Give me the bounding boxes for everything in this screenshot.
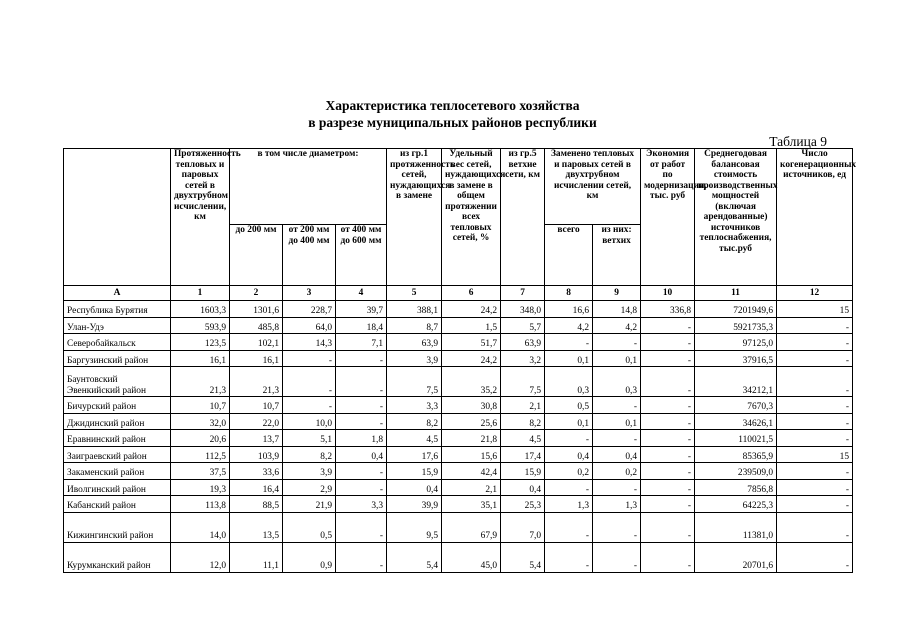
header-blank — [64, 149, 171, 286]
table-cell: 113,8 — [171, 496, 230, 513]
table-cell: - — [641, 350, 695, 367]
table-cell: - — [545, 479, 593, 496]
table-cell: 21,9 — [283, 496, 336, 513]
table-cell: 16,1 — [230, 350, 283, 367]
table-cell: 15,9 — [501, 463, 545, 480]
table-cell: 37,5 — [171, 463, 230, 480]
table-cell: 0,4 — [593, 446, 641, 463]
table-cell: 12,0 — [171, 542, 230, 572]
table-cell: 0,1 — [545, 413, 593, 430]
table-cell: 0,2 — [593, 463, 641, 480]
table-cell: 33,6 — [230, 463, 283, 480]
table-cell: 7670,3 — [695, 397, 777, 414]
table-cell: 3,2 — [501, 350, 545, 367]
table-cell: 21,3 — [171, 367, 230, 397]
table-cell: - — [593, 334, 641, 351]
table-cell: 102,1 — [230, 334, 283, 351]
table-cell: - — [336, 413, 387, 430]
table-cell: 30,8 — [442, 397, 501, 414]
table-cell: - — [545, 542, 593, 572]
title-line-1: Характеристика теплосетевого хозяйства — [325, 98, 580, 113]
table-cell: 2,1 — [501, 397, 545, 414]
title-line-2: в разрезе муниципальных районов республики — [308, 115, 597, 130]
header-need-replace: из гр.1 протяженность сетей, нуждающихся в замене — [387, 149, 442, 286]
table-cell: 5,4 — [387, 542, 442, 572]
table-cell: 7,5 — [501, 367, 545, 397]
table-cell: 593,9 — [171, 317, 230, 334]
table-cell: 25,6 — [442, 413, 501, 430]
header-length: Протяженность тепловых и паровых сетей в двухтрубном исчислении, км — [171, 149, 230, 286]
table-cell: - — [593, 512, 641, 542]
table-cell: 0,5 — [283, 512, 336, 542]
table-cell: 123,5 — [171, 334, 230, 351]
table-number: Таблица 9 — [769, 134, 827, 149]
table-cell: 5921735,3 — [695, 317, 777, 334]
table-cell: - — [777, 334, 853, 351]
table-cell: - — [593, 542, 641, 572]
col-number: 8 — [545, 286, 593, 301]
col-number: 11 — [695, 286, 777, 301]
col-number: 3 — [283, 286, 336, 301]
table-cell: - — [283, 350, 336, 367]
table-cell: 3,9 — [387, 350, 442, 367]
table-row — [64, 542, 853, 572]
table-cell: 4,5 — [501, 430, 545, 447]
table-body — [64, 301, 853, 573]
table-cell: 64225,3 — [695, 496, 777, 513]
table-cell: - — [336, 350, 387, 367]
table-cell: 13,7 — [230, 430, 283, 447]
table-cell: 0,4 — [387, 479, 442, 496]
table-cell: 0,2 — [545, 463, 593, 480]
header-diam-group: в том числе диаметром: — [230, 149, 387, 225]
table-cell: 51,7 — [442, 334, 501, 351]
table-cell: 20701,6 — [695, 542, 777, 572]
table-cell: 0,1 — [545, 350, 593, 367]
table-cell: - — [593, 397, 641, 414]
row-name: Баргузинский район — [64, 350, 171, 367]
table-cell: 14,3 — [283, 334, 336, 351]
table-cell: 9,5 — [387, 512, 442, 542]
table-cell: - — [336, 512, 387, 542]
header-row-1 — [64, 149, 853, 225]
col-number: 12 — [777, 286, 853, 301]
header-d3: от 400 мм до 600 мм — [336, 225, 387, 286]
table-cell: 64,0 — [283, 317, 336, 334]
table-cell: - — [593, 430, 641, 447]
table-cell: - — [777, 463, 853, 480]
table-row — [64, 301, 853, 318]
table-cell: 239509,0 — [695, 463, 777, 480]
table-cell: - — [283, 397, 336, 414]
table-cell: 13,5 — [230, 512, 283, 542]
table-cell: - — [777, 512, 853, 542]
header-economy: Экономия от работ по модернизации, тыс. руб — [641, 149, 695, 286]
table-cell: 17,6 — [387, 446, 442, 463]
table-cell: 5,1 — [283, 430, 336, 447]
table-cell: 37916,5 — [695, 350, 777, 367]
table-cell: 34626,1 — [695, 413, 777, 430]
column-number-row — [64, 286, 853, 301]
table-cell: 97125,0 — [695, 334, 777, 351]
table-cell: 336,8 — [641, 301, 695, 318]
table-cell: - — [545, 334, 593, 351]
table-row — [64, 397, 853, 414]
table-cell: 103,9 — [230, 446, 283, 463]
table-cell: 16,1 — [171, 350, 230, 367]
table-cell: - — [641, 397, 695, 414]
table-cell: 1603,3 — [171, 301, 230, 318]
table-cell: 35,1 — [442, 496, 501, 513]
table-cell: 45,0 — [442, 542, 501, 572]
header-cogen: Число когенерационных источников, ед — [777, 149, 853, 286]
table-cell: - — [641, 430, 695, 447]
table-cell: 228,7 — [283, 301, 336, 318]
table-cell: 11,1 — [230, 542, 283, 572]
table-cell: 67,9 — [442, 512, 501, 542]
table-cell: - — [336, 542, 387, 572]
table-cell: 17,4 — [501, 446, 545, 463]
table-cell: 19,3 — [171, 479, 230, 496]
table-cell: 15,9 — [387, 463, 442, 480]
table-cell: 15 — [777, 301, 853, 318]
table-cell: 22,0 — [230, 413, 283, 430]
table-cell: 24,2 — [442, 350, 501, 367]
table-cell: - — [777, 430, 853, 447]
table-cell: - — [641, 367, 695, 397]
table-cell: 1,5 — [442, 317, 501, 334]
row-name: Республика Бурятия — [64, 301, 171, 318]
table-cell: 3,3 — [387, 397, 442, 414]
table-cell: 0,5 — [545, 397, 593, 414]
col-number: 7 — [501, 286, 545, 301]
col-number: А — [64, 286, 171, 301]
table-cell: - — [336, 397, 387, 414]
table-cell: 1,3 — [545, 496, 593, 513]
table-cell: 63,9 — [501, 334, 545, 351]
table-cell: 4,2 — [545, 317, 593, 334]
row-name: Курумканский район — [64, 542, 171, 572]
table-cell: 39,7 — [336, 301, 387, 318]
table-cell: - — [336, 463, 387, 480]
table-cell: 10,0 — [283, 413, 336, 430]
table-cell: 0,3 — [593, 367, 641, 397]
table-cell: 35,2 — [442, 367, 501, 397]
row-name: Улан-Удэ — [64, 317, 171, 334]
table-cell: 8,2 — [387, 413, 442, 430]
header-share: Удельный вес сетей, нуждающихся в замене в общем протяжении всех тепловых сетей, % — [442, 149, 501, 286]
table-row — [64, 334, 853, 351]
table-cell: - — [336, 479, 387, 496]
table-cell: 8,2 — [501, 413, 545, 430]
table-cell: - — [641, 317, 695, 334]
header-replaced-total: всего — [545, 225, 593, 286]
table-cell: 16,6 — [545, 301, 593, 318]
row-name: Джидинский район — [64, 413, 171, 430]
table-cell: 18,4 — [336, 317, 387, 334]
table-cell: - — [641, 446, 695, 463]
table-cell: 110021,5 — [695, 430, 777, 447]
table-cell: 11381,0 — [695, 512, 777, 542]
header-d1: до 200 мм — [230, 225, 283, 286]
table-cell: 8,7 — [387, 317, 442, 334]
table-cell: 7,1 — [336, 334, 387, 351]
table-cell: 3,3 — [336, 496, 387, 513]
table-cell: - — [545, 430, 593, 447]
header-cost: Среднегодовая балансовая стоимость производственных мощностей (включая арендованные) источников теплоснабжения, тыс.руб — [695, 149, 777, 286]
row-name: Еравнинский район — [64, 430, 171, 447]
table-cell: - — [336, 367, 387, 397]
table-cell: 14,0 — [171, 512, 230, 542]
table-cell: 0,4 — [545, 446, 593, 463]
table-cell: - — [777, 479, 853, 496]
table-cell: 2,9 — [283, 479, 336, 496]
table-cell: 388,1 — [387, 301, 442, 318]
table-cell: - — [641, 542, 695, 572]
row-name: Заиграевский район — [64, 446, 171, 463]
col-number: 9 — [593, 286, 641, 301]
table-row — [64, 446, 853, 463]
header-replaced-group: Заменено тепловых и паровых сетей в двухтрубном исчислении сетей, км — [545, 149, 641, 225]
table-cell: 7,5 — [387, 367, 442, 397]
table-cell: 0,1 — [593, 350, 641, 367]
table-cell: 5,7 — [501, 317, 545, 334]
table-cell: 63,9 — [387, 334, 442, 351]
col-number: 6 — [442, 286, 501, 301]
table-cell: 15,6 — [442, 446, 501, 463]
table-cell: 20,6 — [171, 430, 230, 447]
table-cell: 39,9 — [387, 496, 442, 513]
table-cell: - — [641, 413, 695, 430]
table-cell: 32,0 — [171, 413, 230, 430]
table-cell: - — [777, 413, 853, 430]
table-cell: - — [641, 463, 695, 480]
table-cell: - — [545, 512, 593, 542]
table-cell: 112,5 — [171, 446, 230, 463]
table-cell: 0,4 — [336, 446, 387, 463]
table-row — [64, 317, 853, 334]
col-number: 2 — [230, 286, 283, 301]
col-number: 4 — [336, 286, 387, 301]
table-cell: 34212,1 — [695, 367, 777, 397]
table-cell: 1,3 — [593, 496, 641, 513]
table-cell: - — [777, 367, 853, 397]
data-table — [63, 148, 857, 573]
table-cell: 7856,8 — [695, 479, 777, 496]
table-row — [64, 367, 853, 397]
table-cell: - — [777, 496, 853, 513]
table-cell: 25,3 — [501, 496, 545, 513]
table-cell: 4,5 — [387, 430, 442, 447]
table-row — [64, 413, 853, 430]
table-cell: - — [641, 512, 695, 542]
document-title — [0, 97, 905, 131]
table-cell: 10,7 — [230, 397, 283, 414]
table-cell: - — [593, 479, 641, 496]
row-name: Кижингинский район — [64, 512, 171, 542]
table-cell: 0,3 — [545, 367, 593, 397]
table-cell: 7,0 — [501, 512, 545, 542]
table-cell: - — [641, 479, 695, 496]
row-name: Северобайкальск — [64, 334, 171, 351]
table-cell: 3,9 — [283, 463, 336, 480]
col-number: 10 — [641, 286, 695, 301]
header-replaced-old: из них: ветхих — [593, 225, 641, 286]
header-d2: от 200 мм до 400 мм — [283, 225, 336, 286]
table-row — [64, 463, 853, 480]
table-cell: - — [641, 334, 695, 351]
table-row — [64, 479, 853, 496]
table-row — [64, 512, 853, 542]
table-cell: 16,4 — [230, 479, 283, 496]
table-row — [64, 350, 853, 367]
table-cell: - — [641, 496, 695, 513]
table-row — [64, 430, 853, 447]
table-cell: 8,2 — [283, 446, 336, 463]
table-cell: 42,4 — [442, 463, 501, 480]
table-cell: 0,1 — [593, 413, 641, 430]
table-cell: 15 — [777, 446, 853, 463]
row-name: Бичурский район — [64, 397, 171, 414]
table-cell: 4,2 — [593, 317, 641, 334]
table-cell: 7201949,6 — [695, 301, 777, 318]
table-cell: - — [777, 542, 853, 572]
table-cell: 14,8 — [593, 301, 641, 318]
table-cell: 2,1 — [442, 479, 501, 496]
table-cell: 21,8 — [442, 430, 501, 447]
table-cell: 85365,9 — [695, 446, 777, 463]
table-cell: 10,7 — [171, 397, 230, 414]
table-cell: 0,4 — [501, 479, 545, 496]
table-cell: 1,8 — [336, 430, 387, 447]
table-cell: 5,4 — [501, 542, 545, 572]
row-name: Баунтовский Эвенкийский район — [64, 367, 171, 397]
table-cell: - — [777, 317, 853, 334]
table-cell: 0,9 — [283, 542, 336, 572]
col-number: 5 — [387, 286, 442, 301]
table-cell: 24,2 — [442, 301, 501, 318]
table-cell: 485,8 — [230, 317, 283, 334]
table-row — [64, 496, 853, 513]
table-cell: - — [777, 397, 853, 414]
row-name: Закаменский район — [64, 463, 171, 480]
header-old: из гр.5 ветхие сети, км — [501, 149, 545, 286]
table-cell: 348,0 — [501, 301, 545, 318]
table-cell: 88,5 — [230, 496, 283, 513]
table-cell: 21,3 — [230, 367, 283, 397]
row-name: Иволгинский район — [64, 479, 171, 496]
row-name: Кабанский район — [64, 496, 171, 513]
col-number: 1 — [171, 286, 230, 301]
table-cell: - — [283, 367, 336, 397]
table-cell: 1301,6 — [230, 301, 283, 318]
table-cell: - — [777, 350, 853, 367]
